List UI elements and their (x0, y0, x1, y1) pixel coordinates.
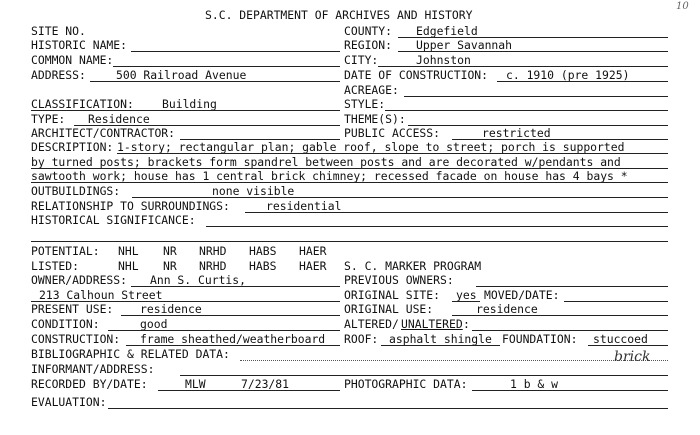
evaluation-label: EVALUATION: (31, 395, 107, 409)
present-use-label: PRESENT USE: (31, 302, 114, 316)
historic-name-line (131, 51, 340, 52)
present-use-line (121, 315, 340, 316)
photographic-line (472, 390, 668, 391)
bibliographic-line (240, 360, 668, 361)
altered-line (472, 330, 668, 331)
potential-label: POTENTIAL: (31, 244, 100, 258)
roof-line (381, 345, 500, 346)
moved-date-label: MOVED/DATE: (484, 288, 560, 302)
previous-owners-line (476, 286, 668, 287)
informant-line (180, 375, 668, 376)
condition-label: CONDITION: (31, 317, 100, 331)
region-value: Upper Savannah (416, 38, 513, 52)
date-construction-line (497, 81, 668, 82)
county-label: COUNTY: (344, 24, 393, 38)
historical-significance-label: HISTORICAL SIGNIFICANCE: (31, 213, 196, 227)
original-use-line (452, 315, 668, 316)
photographic-value: 1 b & w (510, 377, 559, 391)
relationship-line (245, 212, 668, 213)
sc-marker-label: S. C. MARKER PROGRAM (344, 259, 482, 273)
county-value: Edgefield (416, 24, 478, 38)
roof-value: asphalt shingle (389, 332, 492, 346)
recorded-by-line (158, 390, 340, 391)
theme-label: THEME(S): (344, 112, 406, 126)
description-rule-1 (117, 153, 668, 154)
form-title: S.C. DEPARTMENT OF ARCHIVES AND HISTORY (205, 8, 473, 22)
acreage-line (404, 96, 668, 97)
construction-label: CONSTRUCTION: (31, 332, 121, 346)
condition-line (108, 330, 340, 331)
address-label: ADDRESS: (31, 68, 86, 82)
public-access-value: restricted (482, 126, 551, 140)
region-label: REGION: (344, 38, 393, 52)
historic-name-label: HISTORIC NAME: (31, 38, 128, 52)
description-rule-3 (31, 182, 668, 183)
outbuildings-value: none visible (212, 184, 295, 198)
potential-habs: HABS (249, 244, 277, 258)
address-value: 500 Railroad Avenue (116, 68, 247, 82)
classification-value: Building (162, 97, 217, 111)
description-label: DESCRIPTION: (31, 140, 114, 154)
relationship-label: RELATIONSHIP TO SURROUNDINGS: (31, 199, 230, 213)
construction-line (126, 345, 340, 346)
city-label: CITY: (344, 53, 379, 67)
original-use-label: ORIGINAL USE: (344, 302, 434, 316)
outbuildings-label: OUTBUILDINGS: (31, 184, 121, 198)
corner-mark: 10 (676, 1, 689, 12)
altered-label: ALTERED/ (344, 317, 399, 331)
style-line (385, 110, 668, 111)
common-name-line (113, 66, 340, 67)
foundation-label: FOUNDATION: (502, 332, 578, 346)
foundation-handwritten-note: brick (614, 349, 651, 365)
public-access-label: PUBLIC ACCESS: (344, 126, 441, 140)
owner-street-value: 213 Calhoun Street (39, 288, 163, 302)
previous-owners-label: PREVIOUS OWNERS: (344, 273, 454, 287)
condition-value: good (140, 317, 168, 331)
listed-haer: HAER (299, 259, 327, 273)
listed-label: LISTED: (31, 259, 80, 273)
description-line-1: 1-story; rectangular plan; gable roof, slope to street; porch is supported (117, 140, 625, 154)
address-line (90, 81, 340, 82)
listed-nhl: NHL (118, 259, 139, 273)
historical-significance-line-2 (31, 241, 668, 242)
listed-nr: NR (163, 259, 177, 273)
potential-nr: NR (163, 244, 177, 258)
listed-nrhd: NRHD (199, 259, 227, 273)
original-site-value: yes (456, 288, 477, 302)
city-line (378, 66, 668, 67)
classification-line (31, 110, 340, 111)
altered-colon: : (463, 317, 470, 331)
date-construction-label: DATE OF CONSTRUCTION: (344, 68, 489, 82)
classification-label: CLASSIFICATION: (31, 97, 134, 111)
informant-label: INFORMANT/ADDRESS: (31, 362, 155, 376)
historical-significance-line (206, 226, 668, 227)
roof-label: ROOF: (344, 332, 379, 346)
construction-value: frame sheathed/weatherboard (140, 332, 326, 346)
common-name-label: COMMON NAME: (31, 53, 114, 67)
present-use-value: residence (140, 302, 202, 316)
recorded-date-value: 7/23/81 (241, 377, 290, 391)
outbuildings-line (132, 197, 668, 198)
potential-haer: HAER (299, 244, 327, 258)
owner-address-label: OWNER/ADDRESS: (31, 273, 128, 287)
evaluation-line (108, 408, 668, 409)
relationship-value: residential (266, 199, 342, 213)
photographic-label: PHOTOGRAPHIC DATA: (344, 377, 468, 391)
architect-label: ARCHITECT/CONTRACTOR: (31, 126, 176, 140)
bibliographic-label: BIBLIOGRAPHIC & RELATED DATA: (31, 347, 230, 361)
foundation-value: stuccoed (593, 332, 648, 346)
moved-date-line (564, 301, 668, 302)
style-label: STYLE: (344, 97, 386, 111)
region-line (398, 51, 668, 52)
potential-nhl: NHL (118, 244, 139, 258)
foundation-line (588, 345, 668, 346)
potential-nrhd: NRHD (199, 244, 227, 258)
listed-habs: HABS (249, 259, 277, 273)
original-use-value: residence (476, 302, 538, 316)
unaltered-label: UNALTERED (401, 317, 463, 331)
recorded-by-label: RECORDED BY/DATE: (31, 377, 148, 391)
city-value: Johnston (416, 53, 471, 67)
description-line-2: by turned posts; brackets form spandrel between posts and are decorated w/pendants and (31, 155, 621, 169)
acreage-label: ACREAGE: (344, 83, 399, 97)
type-value: Residence (88, 112, 150, 126)
date-construction-value: c. 1910 (pre 1925) (506, 68, 630, 82)
recorded-by-value: MLW (185, 377, 206, 391)
owner-name-value: Ann S. Curtis, (150, 273, 247, 287)
original-site-label: ORIGINAL SITE: (344, 288, 441, 302)
owner-line (131, 286, 340, 287)
description-line-3: sawtooth work; house has 1 central brick chimney; recessed facade on house has 4 bays * (31, 169, 628, 183)
site-no-label: SITE NO. (31, 24, 86, 38)
type-label: TYPE: (31, 112, 66, 126)
